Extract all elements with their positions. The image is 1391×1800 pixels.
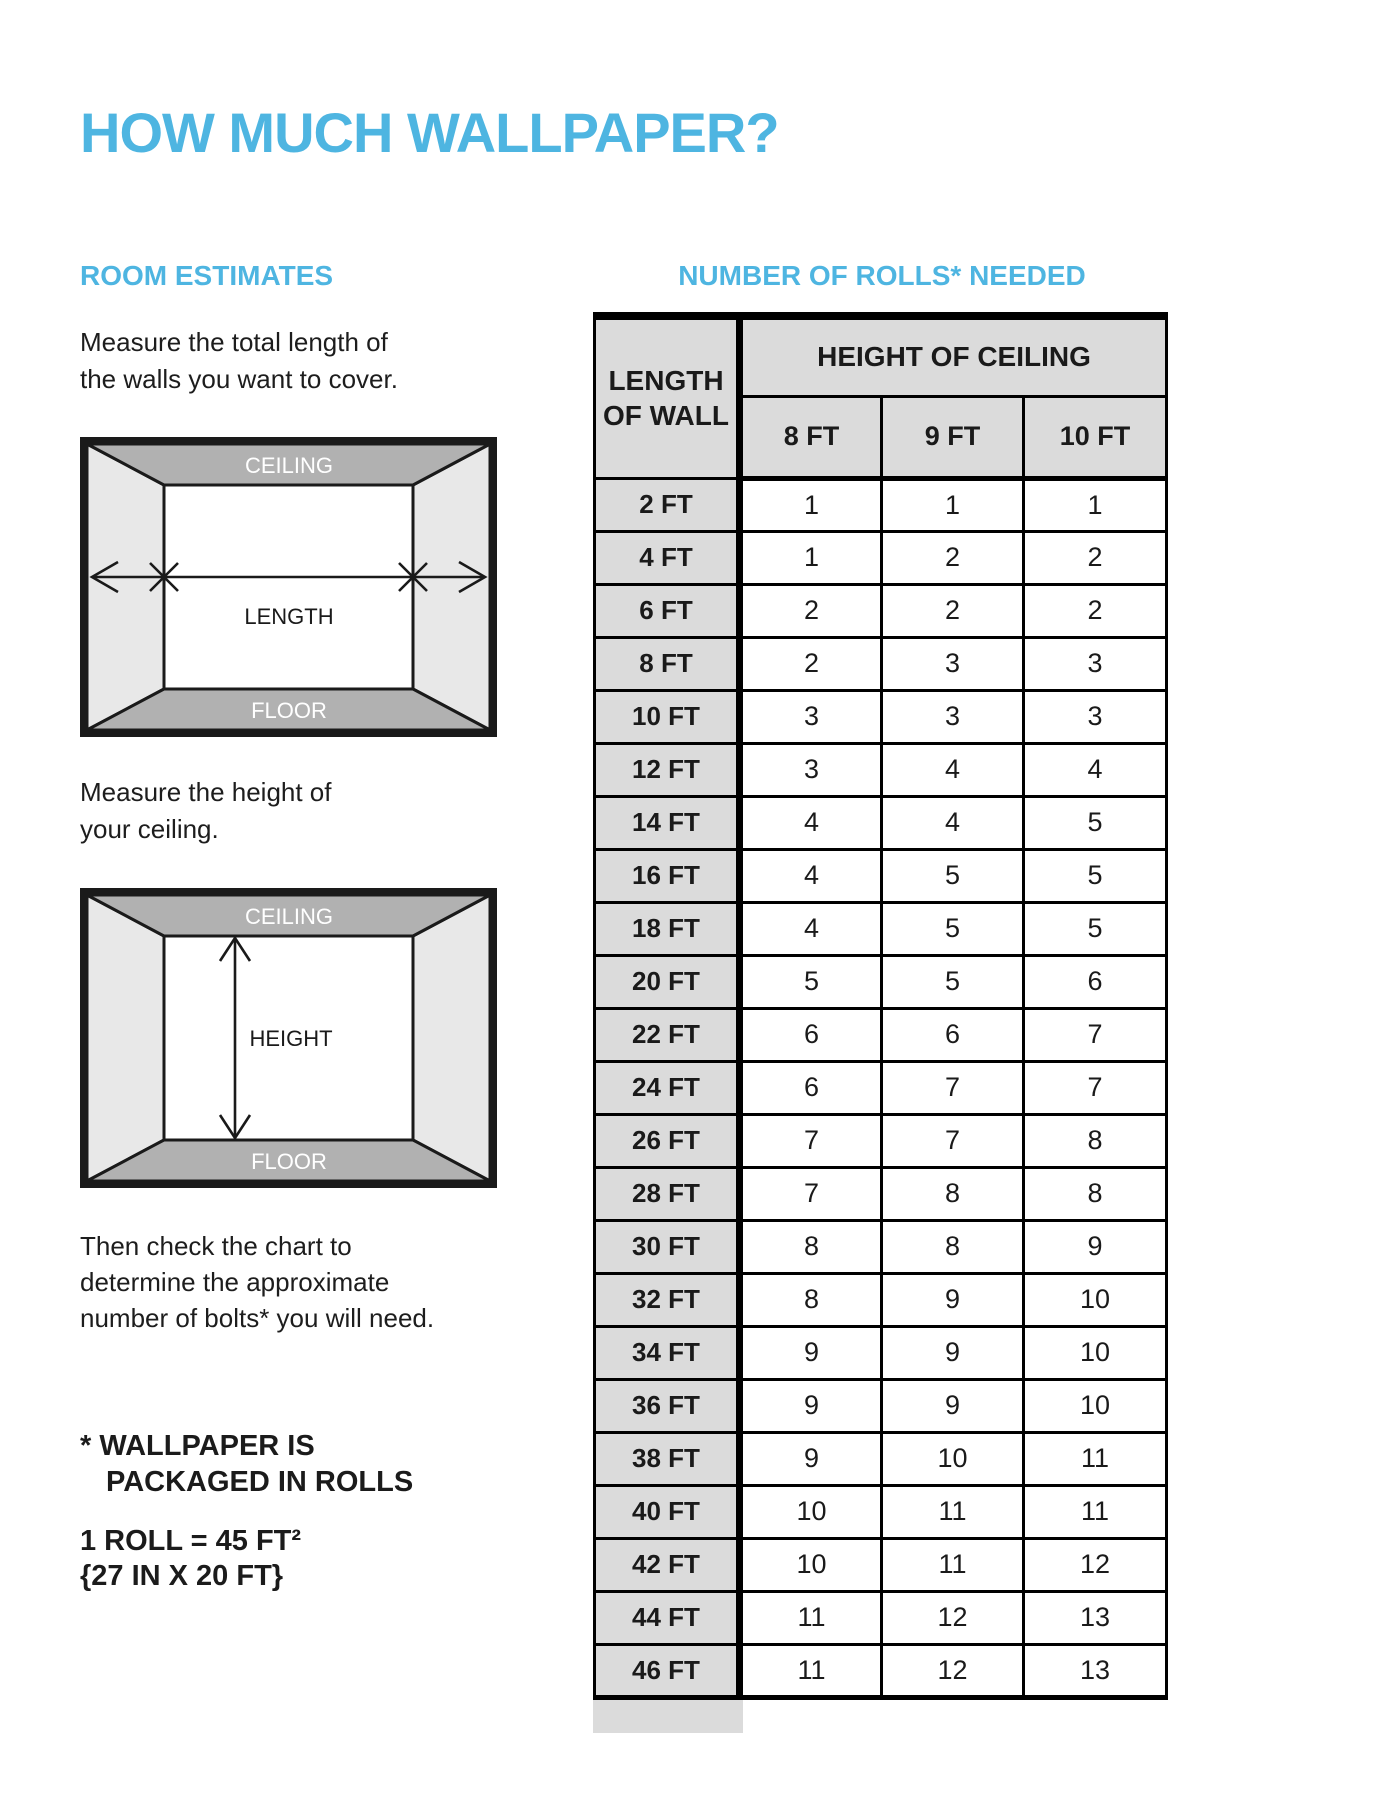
- table-row: [595, 1114, 1167, 1167]
- rolls-value-cell: 1: [740, 478, 882, 531]
- table-row: [595, 478, 1167, 531]
- rolls-value-cell: 2: [882, 584, 1024, 637]
- rolls-value-cell: 2: [1024, 531, 1167, 584]
- footnote-line-1: * WALLPAPER IS: [80, 1430, 315, 1462]
- rolls-value-cell: 2: [882, 531, 1024, 584]
- length-of-wall-header: [595, 316, 740, 478]
- rolls-value-cell: 7: [740, 1167, 882, 1220]
- table-row: [595, 902, 1167, 955]
- rolls-value-cell: 11: [1024, 1432, 1167, 1485]
- rolls-value-cell: 8: [1024, 1114, 1167, 1167]
- rolls-value-cell: 10: [1024, 1326, 1167, 1379]
- row-label-length: 46 FT: [595, 1644, 740, 1697]
- rolls-value-cell: 3: [882, 690, 1024, 743]
- rolls-value-cell: 8: [1024, 1167, 1167, 1220]
- table-row: [595, 1220, 1167, 1273]
- rolls-value-cell: 6: [740, 1008, 882, 1061]
- rolls-value-cell: 9: [882, 1379, 1024, 1432]
- row-label-length: 24 FT: [595, 1061, 740, 1114]
- left-wall: [87, 895, 164, 1181]
- footnote-line-2: PACKAGED IN ROLLS: [106, 1466, 414, 1498]
- rolls-value-cell: 8: [740, 1220, 882, 1273]
- floor-label: FLOOR: [251, 1149, 327, 1174]
- table-row: [595, 584, 1167, 637]
- rolls-value-cell: 12: [882, 1644, 1024, 1697]
- length-of-wall-line-2: OF WALL: [603, 400, 729, 432]
- table-row: [595, 1008, 1167, 1061]
- table-row: [595, 690, 1167, 743]
- rolls-value-cell: 12: [882, 1591, 1024, 1644]
- rolls-value-cell: 9: [740, 1326, 882, 1379]
- rolls-value-cell: 3: [1024, 637, 1167, 690]
- room-estimates-heading: ROOM ESTIMATES: [80, 260, 334, 291]
- rolls-value-cell: 5: [1024, 796, 1167, 849]
- rolls-value-cell: 12: [1024, 1538, 1167, 1591]
- rolls-value-cell: 2: [1024, 584, 1167, 637]
- table-header-row-1: [595, 316, 1167, 396]
- table-row: [595, 1379, 1167, 1432]
- table-row: [595, 743, 1167, 796]
- rolls-value-cell: 2: [740, 637, 882, 690]
- rolls-value-cell: 1: [882, 478, 1024, 531]
- rolls-value-cell: 11: [882, 1485, 1024, 1538]
- wallpaper-footnote: [80, 1428, 413, 1500]
- rolls-value-cell: 13: [1024, 1644, 1167, 1697]
- rolls-value-cell: 10: [740, 1538, 882, 1591]
- row-label-length: 10 FT: [595, 690, 740, 743]
- ceiling-label: CEILING: [244, 453, 334, 478]
- rolls-value-cell: 11: [882, 1538, 1024, 1591]
- rolls-value-cell: 9: [740, 1432, 882, 1485]
- rolls-value-cell: 9: [882, 1326, 1024, 1379]
- length-of-wall-line-1: LENGTH: [608, 365, 724, 397]
- rolls-value-cell: 11: [740, 1644, 882, 1697]
- row-label-length: 40 FT: [595, 1485, 740, 1538]
- length-label: LENGTH: [244, 604, 334, 629]
- rolls-value-cell: 5: [1024, 902, 1167, 955]
- row-label-length: 12 FT: [595, 743, 740, 796]
- row-label-length: 4 FT: [595, 531, 740, 584]
- step-1-line-1: Measure the total length of: [80, 327, 388, 357]
- table-row: [595, 1485, 1167, 1538]
- table-row: [595, 1273, 1167, 1326]
- rolls-value-cell: 9: [882, 1273, 1024, 1326]
- height-diagram: [80, 888, 497, 1188]
- step-3-text: [80, 1228, 434, 1336]
- step-2-line-2: your ceiling.: [80, 814, 219, 844]
- row-label-length: 16 FT: [595, 849, 740, 902]
- rolls-value-cell: 6: [882, 1008, 1024, 1061]
- length-diagram: [80, 437, 497, 737]
- row-label-length: 2 FT: [595, 478, 740, 531]
- ceiling-height-column-header-9ft: 9 FT: [882, 396, 1024, 478]
- rolls-value-cell: 4: [740, 796, 882, 849]
- step-3-line-1: Then check the chart to: [80, 1231, 352, 1261]
- row-label-length: 8 FT: [595, 637, 740, 690]
- ceiling-height-column-header-8ft: 8 FT: [740, 396, 882, 478]
- rolls-value-cell: 6: [1024, 955, 1167, 1008]
- row-label-length: 26 FT: [595, 1114, 740, 1167]
- table-row: [595, 1644, 1167, 1697]
- rolls-value-cell: 5: [882, 902, 1024, 955]
- step-2-text: [80, 774, 332, 848]
- right-wall: [413, 895, 490, 1181]
- height-of-ceiling-header: HEIGHT OF CEILING: [740, 316, 1167, 396]
- row-label-length: 32 FT: [595, 1273, 740, 1326]
- rolls-value-cell: 7: [882, 1114, 1024, 1167]
- rolls-value-cell: 3: [740, 690, 882, 743]
- table-row: [595, 1538, 1167, 1591]
- table-row: [595, 1591, 1167, 1644]
- roll-spec: [80, 1524, 301, 1594]
- rolls-value-cell: 9: [1024, 1220, 1167, 1273]
- row-label-length: 14 FT: [595, 796, 740, 849]
- rolls-table-body: [595, 478, 1167, 1697]
- rolls-value-cell: 5: [882, 849, 1024, 902]
- rolls-value-cell: 5: [740, 955, 882, 1008]
- rolls-value-cell: 1: [1024, 478, 1167, 531]
- rolls-value-cell: 8: [740, 1273, 882, 1326]
- rolls-value-cell: 7: [882, 1061, 1024, 1114]
- row-label-length: 34 FT: [595, 1326, 740, 1379]
- rolls-value-cell: 1: [740, 531, 882, 584]
- row-label-length: 38 FT: [595, 1432, 740, 1485]
- rolls-value-cell: 10: [882, 1432, 1024, 1485]
- rolls-value-cell: 3: [1024, 690, 1167, 743]
- row-label-length: 6 FT: [595, 584, 740, 637]
- ceiling-height-column-header-10ft: 10 FT: [1024, 396, 1167, 478]
- rolls-value-cell: 7: [740, 1114, 882, 1167]
- rolls-table: [593, 312, 1168, 1700]
- rolls-value-cell: 8: [882, 1167, 1024, 1220]
- rolls-value-cell: 10: [1024, 1273, 1167, 1326]
- rolls-value-cell: 7: [1024, 1008, 1167, 1061]
- rolls-value-cell: 4: [1024, 743, 1167, 796]
- row-label-length: 20 FT: [595, 955, 740, 1008]
- rolls-value-cell: 4: [882, 743, 1024, 796]
- height-label: HEIGHT: [249, 1026, 333, 1051]
- rolls-value-cell: 11: [740, 1591, 882, 1644]
- table-row: [595, 796, 1167, 849]
- step-1-text: [80, 324, 398, 398]
- step-1-line-2: the walls you want to cover.: [80, 364, 398, 394]
- rolls-value-cell: 10: [740, 1485, 882, 1538]
- table-row: [595, 531, 1167, 584]
- rolls-table-zone: [593, 260, 1171, 1733]
- roll-spec-line-2: {27 IN X 20 FT}: [80, 1560, 284, 1592]
- table-row: [595, 849, 1167, 902]
- table-row: [595, 955, 1167, 1008]
- rolls-value-cell: 7: [1024, 1061, 1167, 1114]
- table-row: [595, 637, 1167, 690]
- roll-spec-line-1: 1 ROLL = 45 FT²: [80, 1525, 302, 1557]
- rolls-value-cell: 4: [882, 796, 1024, 849]
- row-label-length: 42 FT: [595, 1538, 740, 1591]
- table-row: [595, 1326, 1167, 1379]
- row-label-length: 44 FT: [595, 1591, 740, 1644]
- rolls-value-cell: 4: [740, 849, 882, 902]
- ceiling-label: CEILING: [244, 904, 334, 929]
- rolls-value-cell: 5: [1024, 849, 1167, 902]
- rolls-value-cell: 4: [740, 902, 882, 955]
- back-wall: [164, 485, 413, 689]
- rolls-value-cell: 8: [882, 1220, 1024, 1273]
- row-label-length: 22 FT: [595, 1008, 740, 1061]
- rolls-table-heading: NUMBER OF ROLLS* NEEDED: [678, 260, 1086, 291]
- row-label-length: 30 FT: [595, 1220, 740, 1273]
- rolls-value-cell: 5: [882, 955, 1024, 1008]
- step-3-line-3: number of bolts* you will need.: [80, 1303, 435, 1333]
- rolls-value-cell: 6: [740, 1061, 882, 1114]
- floor-label: FLOOR: [251, 698, 327, 723]
- row-label-length: 18 FT: [595, 902, 740, 955]
- step-2-line-1: Measure the height of: [80, 777, 332, 807]
- table-footer-tab: [593, 1700, 743, 1733]
- page-title: HOW MUCH WALLPAPER?: [80, 100, 779, 164]
- rolls-value-cell: 3: [740, 743, 882, 796]
- rolls-value-cell: 10: [1024, 1379, 1167, 1432]
- rolls-value-cell: 2: [740, 584, 882, 637]
- step-3-line-2: determine the approximate: [80, 1267, 390, 1297]
- row-label-length: 28 FT: [595, 1167, 740, 1220]
- rolls-value-cell: 13: [1024, 1591, 1167, 1644]
- table-row: [595, 1061, 1167, 1114]
- table-row: [595, 1167, 1167, 1220]
- rolls-value-cell: 11: [1024, 1485, 1167, 1538]
- row-label-length: 36 FT: [595, 1379, 740, 1432]
- rolls-value-cell: 9: [740, 1379, 882, 1432]
- table-row: [595, 1432, 1167, 1485]
- rolls-value-cell: 3: [882, 637, 1024, 690]
